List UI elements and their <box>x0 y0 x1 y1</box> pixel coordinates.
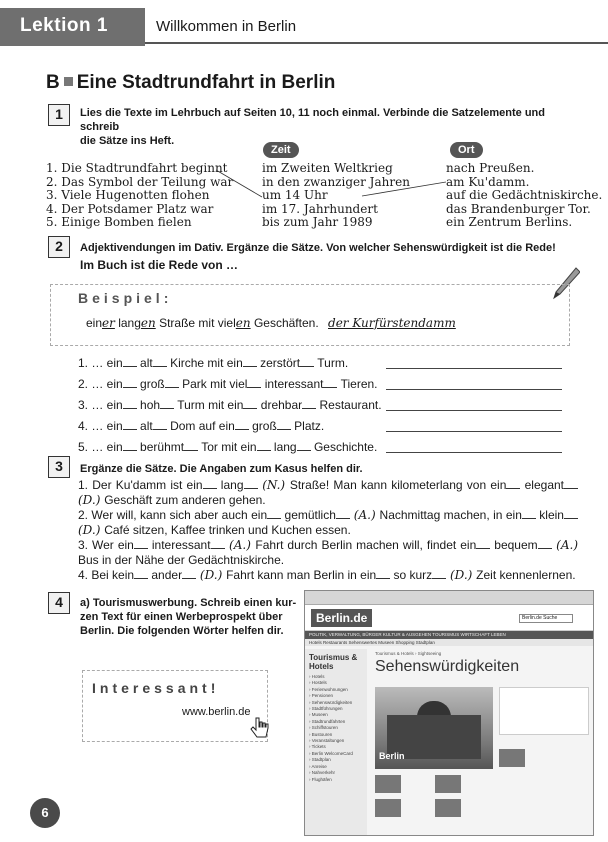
sentence-adjective: klein <box>535 508 564 522</box>
tag-zeit: Zeit <box>263 142 299 158</box>
sentence-text: 2. Wer will, kann sich aber auch ein <box>78 508 268 522</box>
sentence-adjective: bequem <box>490 538 538 552</box>
answer-line <box>386 389 562 390</box>
row-number: 3. <box>78 398 92 412</box>
section-heading: Eine Stadtrundfahrt in Berlin <box>76 72 336 93</box>
case-hint: (D.) <box>78 523 105 537</box>
row-word: Platz. <box>294 419 325 433</box>
list-item: in den zwanziger Jahren <box>262 174 410 189</box>
sentence-text: Bus in der Nähe der Gedächtniskirche. <box>78 553 285 567</box>
row-number: 4. <box>78 419 92 433</box>
case-hint: (D.) <box>446 568 477 582</box>
example-word: Geschäften. <box>253 316 319 330</box>
sentence-text: 1. Der Ku'damm ist ein <box>78 478 203 492</box>
exercise-3-sentence-4 <box>78 568 578 583</box>
sidebar-item: › Tickets <box>309 744 326 750</box>
list-item: bis zum Jahr 1989 <box>262 215 373 230</box>
thumbnail <box>375 799 401 817</box>
answer-line <box>386 431 562 432</box>
site-sidebar <box>305 649 367 835</box>
row-word: Turm mit ein <box>177 398 244 412</box>
thumbnail <box>435 775 461 793</box>
exercise-3-text <box>78 478 578 583</box>
exercise-4-instruction-line: a) Tourismuswerbung. Schreib einen kur- <box>80 597 297 609</box>
fill-in-blank <box>182 568 196 579</box>
fill-in-blank <box>153 356 167 367</box>
list-item: ein Zentrum Berlins. <box>446 215 573 230</box>
sentence-adjective: gemütlich <box>281 508 336 522</box>
row-word: … ein <box>91 398 123 412</box>
fill-in-blank <box>300 356 314 367</box>
exercise-2-intro: Im Buch ist die Rede von … <box>80 258 239 272</box>
fill-in-blank <box>244 478 258 489</box>
example-ending: er <box>102 316 115 330</box>
sidebar-item: › Schiffstouren <box>309 725 338 731</box>
photo-caption: Berlin <box>379 751 405 761</box>
list-item: 2. Das Symbol der Teilung war <box>46 174 234 189</box>
thumbnail <box>435 799 461 817</box>
fill-in-blank <box>123 398 137 409</box>
fill-in-blank <box>243 356 257 367</box>
exercise-2-row <box>78 440 377 454</box>
sentence-adjective: ander <box>148 568 183 582</box>
answer-line <box>386 368 562 369</box>
example-word: ein <box>86 316 103 330</box>
row-word: lang <box>273 440 297 454</box>
exercise-4-instruction-line: Berlin. Die folgenden Wörter helfen dir. <box>80 625 284 637</box>
row-word: Park mit viel <box>182 377 248 391</box>
example-ending: en <box>235 316 251 330</box>
fill-in-blank <box>184 440 198 451</box>
row-word: Dom auf ein <box>170 419 235 433</box>
sidebar-item: › Veranstaltungen <box>309 738 345 744</box>
exercise-3-sentence-3 <box>78 538 578 568</box>
fill-in-blank <box>123 377 137 388</box>
row-word: berühmt <box>140 440 185 454</box>
exercise-1-instruction-line-2: die Sätze ins Heft. <box>80 135 175 147</box>
site-nav: POLITIK, VERWALTUNG, BÜRGER KULTUR & AUSGEHEN TOURISMUS WIRTSCHAFT LEBEN <box>305 631 593 639</box>
exercise-1-number: 1 <box>48 104 70 126</box>
row-word: Tieren. <box>340 377 378 391</box>
list-item: das Brandenburger Tor. <box>446 201 591 216</box>
sidebar-item: › Hotels <box>309 674 325 679</box>
sidebar-item: › Berlin WelcomeCard <box>309 750 353 756</box>
row-word: Turm. <box>317 356 349 370</box>
row-word: … ein <box>91 440 123 454</box>
fill-in-blank <box>203 478 217 489</box>
fill-in-blank <box>323 377 337 388</box>
fill-in-blank <box>564 508 578 519</box>
sentence-text: 3. Wer ein <box>78 538 134 552</box>
browser-toolbar <box>305 591 593 605</box>
section-letter: B <box>46 72 60 93</box>
fill-in-blank <box>302 398 316 409</box>
example-label: Beispiel: <box>78 290 173 306</box>
list-item: 1. Die Stadtrundfahrt beginnt <box>46 161 228 175</box>
thumbnail <box>499 749 525 767</box>
case-hint: (D.) <box>78 493 105 507</box>
row-word: groß <box>140 377 165 391</box>
fill-in-blank <box>134 538 148 549</box>
fill-in-blank <box>165 377 179 388</box>
list-item: im Zweiten Weltkrieg <box>262 161 393 175</box>
list-item: 5. Einige Bomben fielen <box>46 215 192 230</box>
lesson-label: Lektion 1 <box>20 15 108 36</box>
lesson-title: Willkommen in Berlin <box>156 18 297 35</box>
sidebar-item: › Stadtrundfahrten <box>309 718 346 724</box>
fill-in-blank <box>297 440 311 451</box>
fill-in-blank <box>123 356 137 367</box>
fill-in-blank <box>235 419 249 430</box>
fill-in-blank <box>376 568 390 579</box>
reichstag-photo <box>375 687 493 769</box>
sentence-adjective: interessant <box>147 538 211 552</box>
exercise-2-instruction: Adjektivendungen im Dativ. Ergänze die Sätze. Von welcher Sehenswürdigkeit ist die Rede! <box>80 242 556 254</box>
sidebar-item: › Flughäfen <box>309 776 332 782</box>
sentence-adjective: lang <box>216 478 244 492</box>
exercise-3-sentence-1 <box>78 478 578 508</box>
example-answer: der Kurfürstendamm <box>328 316 456 330</box>
site-header <box>305 605 593 631</box>
fill-in-blank <box>267 508 281 519</box>
list-item: nach Preußen. <box>446 161 535 175</box>
sentence-text: Nachmittag machen, in ein <box>379 508 522 522</box>
row-word: Kirche mit ein <box>170 356 243 370</box>
row-number: 1. <box>78 356 92 370</box>
sidebar-item: › Museen <box>309 712 328 718</box>
fill-in-blank <box>160 398 174 409</box>
thumbnail <box>375 775 401 793</box>
exercise-3-number: 3 <box>48 456 70 478</box>
list-item: um 14 Uhr <box>262 188 328 203</box>
fill-in-blank <box>123 440 137 451</box>
row-number: 2. <box>78 377 92 391</box>
sidebar-item: › Bustouren <box>309 731 333 737</box>
example-word: Straße mit viel <box>159 316 236 330</box>
fill-in-blank <box>476 538 490 549</box>
fill-in-blank <box>123 419 137 430</box>
row-word: hoh <box>140 398 161 412</box>
exercise-2-number: 2 <box>48 236 70 258</box>
sidebar-item: › Sehenswürdigkeiten <box>309 699 353 705</box>
sidebar-item: › Hostels <box>309 680 327 686</box>
sentence-text: Fahrt kann man Berlin in ein <box>226 568 377 582</box>
connector-line-1 <box>216 170 262 197</box>
site-logo: Berlin.de <box>311 609 372 627</box>
sentence-text: Fahrt durch Berlin machen will, findet ein <box>255 538 477 552</box>
row-word: interessant <box>264 377 324 391</box>
sidebar-menu <box>309 674 363 783</box>
case-hint: (A.) <box>551 538 578 552</box>
row-word: drehbar <box>260 398 303 412</box>
example-sentence <box>86 316 456 330</box>
example-word: lang <box>118 316 141 330</box>
fill-in-blank <box>506 478 520 489</box>
list-item: am Ku'damm. <box>446 174 530 189</box>
sidebar-item: › Stadtführungen <box>309 706 343 712</box>
site-page-title: Sehenswürdigkeiten <box>375 658 520 675</box>
answer-line <box>386 410 562 411</box>
list-item: auf die Gedächtniskirche. <box>446 188 603 203</box>
site-main <box>371 649 593 835</box>
fill-in-blank <box>432 568 446 579</box>
fill-in-blank <box>134 568 148 579</box>
list-item: im 17. Jahrhundert <box>262 201 378 216</box>
fill-in-blank <box>277 419 291 430</box>
fill-in-blank <box>243 398 257 409</box>
hand-cursor-icon <box>250 716 270 740</box>
sentence-adjective: elegant <box>520 478 565 492</box>
row-word: groß <box>252 419 277 433</box>
row-word: Tor mit ein <box>201 440 257 454</box>
case-hint: (A.) <box>349 508 380 522</box>
fill-in-blank <box>336 508 350 519</box>
list-item: 4. Der Potsdamer Platz war <box>46 201 214 216</box>
fill-in-blank <box>247 377 261 388</box>
row-word: Geschichte. <box>313 440 378 454</box>
site-search-input: Berlin.de Suche <box>519 614 573 623</box>
berlin-url: www.berlin.de <box>182 706 251 718</box>
row-word: alt <box>140 419 153 433</box>
exercise-4-number: 4 <box>48 592 70 614</box>
sidebar-title: Tourismus & Hotels <box>309 653 358 671</box>
row-word: … ein <box>91 356 123 370</box>
sentence-text: Zeit kennenlernen. <box>476 568 576 582</box>
interessant-label: Interessant! <box>92 680 220 696</box>
row-word: zerstört <box>260 356 301 370</box>
sidebar-item: › Nahverkehr <box>309 770 336 776</box>
website-screenshot <box>304 590 594 836</box>
sidebar-item: › Pensionen <box>309 693 334 699</box>
row-number: 5. <box>78 440 92 454</box>
row-word: … ein <box>91 377 123 391</box>
sidebar-item: › Ferienwohnungen <box>309 686 348 692</box>
case-hint: (N.) <box>257 478 290 492</box>
exercise-1-instruction-line-1: Lies die Texte im Lehrbuch auf Seiten 10, 11 noch einmal. Verbinde die Satzelemente und schreib <box>80 107 545 133</box>
fill-in-blank <box>564 478 578 489</box>
exercise-4-instruction-line: zen Text für einen Werbeprospekt über <box>80 611 283 623</box>
breadcrumb: Tourismus & Hotels › Sightseeing <box>375 651 442 656</box>
row-word: alt <box>140 356 153 370</box>
exercise-3-sentence-2 <box>78 508 578 538</box>
sidebar-item: › Stadtplan <box>309 757 331 763</box>
case-hint: (D.) <box>196 568 227 582</box>
exercise-2-row <box>78 398 382 412</box>
tag-ort: Ort <box>450 142 483 158</box>
exercise-4-instruction <box>80 596 296 638</box>
fill-in-blank <box>538 538 552 549</box>
site-subnav: Hotels Restaurants Sehenswertes Museen Shopping Stadtplan <box>305 639 593 646</box>
sentence-text: Straße! Man kann kilometerlang von ein <box>289 478 507 492</box>
example-ending: en <box>140 316 156 330</box>
sentence-text: Café sitzen, Kaffee trinken und Kuchen essen. <box>104 523 351 537</box>
fill-in-blank <box>257 440 271 451</box>
fill-in-blank <box>211 538 225 549</box>
sentence-text: Geschäft zum anderen gehen. <box>104 493 266 507</box>
sentence-adjective: so kurz <box>390 568 433 582</box>
exercise-2-row <box>78 377 378 391</box>
row-word: … ein <box>91 419 123 433</box>
page-number: 6 <box>30 798 60 828</box>
exercise-2-row <box>78 419 324 433</box>
case-hint: (A.) <box>224 538 256 552</box>
connector-line-2 <box>362 182 446 196</box>
fill-in-blank <box>153 419 167 430</box>
exercise-2-row <box>78 356 348 370</box>
row-word: Restaurant. <box>319 398 382 412</box>
list-item: 3. Viele Hugenotten flohen <box>46 188 210 203</box>
answer-line <box>386 452 562 453</box>
sidebar-item: › Anreise <box>309 763 327 769</box>
exercise-3-instruction: Ergänze die Sätze. Die Angaben zum Kasus helfen dir. <box>80 463 363 475</box>
site-sidebox <box>499 687 589 735</box>
sentence-text: 4. Bei kein <box>78 568 135 582</box>
fill-in-blank <box>522 508 536 519</box>
